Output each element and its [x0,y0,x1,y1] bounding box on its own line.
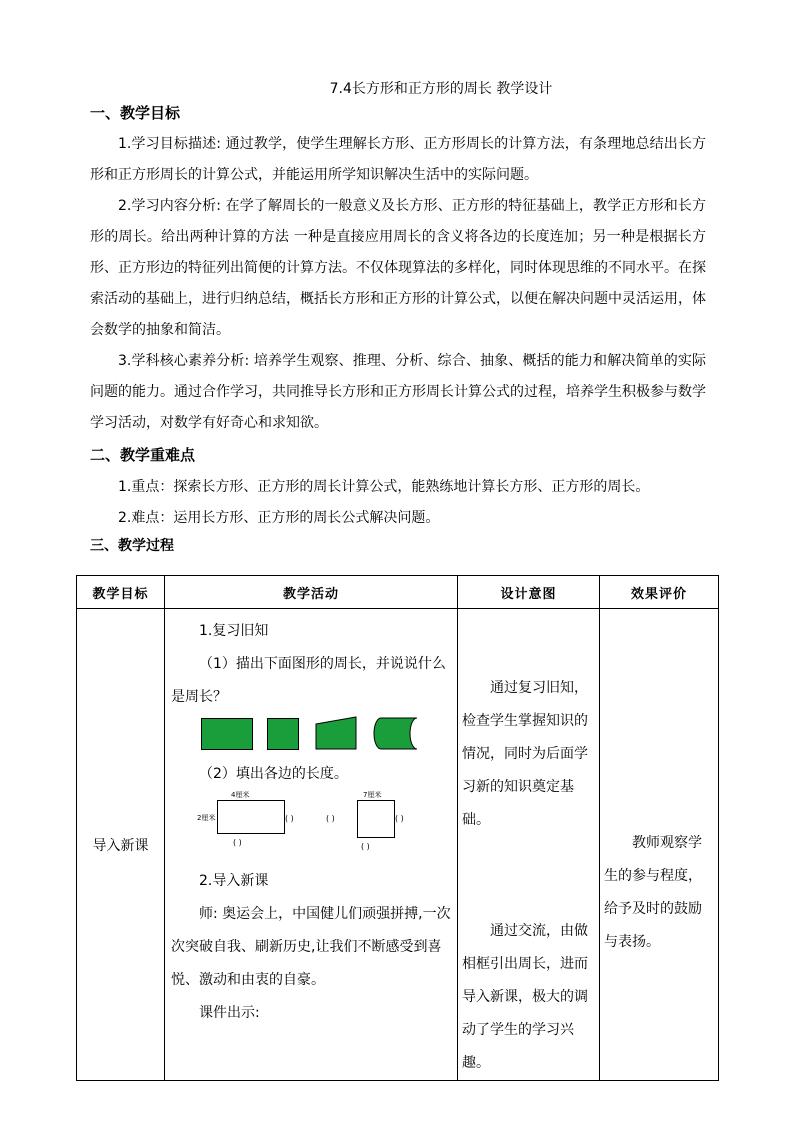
green-rectangle-icon [201,718,253,750]
header-evaluation: 效果评价 [600,576,719,609]
row-evaluation-cell [600,609,719,1081]
goal-paragraph-3: 3.学科核心素养分析: 培养学生观察、推理、分析、综合、抽象、概括的能力和解决简单的实际问题的能力。通过合作学习，共同推导长方形和正方形周长计算公式的过程，培养学生积极参与数学学习活动，对数学有好奇心和求知欲。 [90,353,706,431]
table-row [77,609,719,1081]
keypoint-paragraph-2: 2.难点：运用长方形、正方形的周长公式解决问题。 [118,510,440,526]
row-goal-cell: 导入新课 [77,609,165,1081]
goal-paragraph-2: 2.学习内容分析: 在学了解周长的一般意义及长方形、正方形的特征基础上，教学正方形和长方形的周长。给出两种计算的方法 一种是直接应用周长的含义将各边的长度连加；另一种是根据长方形、正方形边的特征列出简便的计算方法。不仅体现算法的多样化，同时体现思维的不同水平。在探索活动的基础上，进行归纳总结，概括长方形和正方形的计算公式，以便在解决问题中灵活运用，体会数学的抽象和简洁。 [90,198,706,338]
square-diagram [357,800,395,838]
blank-parenthesis: ( ) [285,814,294,823]
document-title: 7.4长方形和正方形的周长 教学设计 [329,81,553,97]
green-cylinder-icon [373,717,419,750]
lesson-process-table [76,575,719,1081]
header-activity: 教学活动 [165,576,458,609]
activity-line: （2）填出各边的长度。 [199,766,348,782]
row-activity-cell [165,609,458,1081]
section-heading-keypoints: 二、教学重难点 [90,446,196,464]
keypoint-paragraph-1: 1.重点：探索长方形、正方形的周长计算公式，能熟练地计算长方形、正方形的周长。 [118,479,650,495]
evaluation-text: 教师观察学生的参与程度，给予及时的鼓励与表扬。 [604,835,702,950]
green-square-icon [267,718,299,750]
header-goal: 教学目标 [77,576,165,609]
activity-line: 课件出示: [199,1005,260,1021]
activity-line: （1）描出下面图形的周长，并说说什么是周长？ [171,656,446,705]
blank-parenthesis: ( ) [395,814,404,823]
goal-paragraph-1: 1.学习目标描述: 通过教学，使学生理解长方形、正方形周长的计算方法，有条理地总结出长方形和正方形周长的计算公式，并能运用所学知识解决生活中的实际问题。 [90,136,706,183]
table-header-row [77,576,719,609]
rect-left-label: 2厘米 [197,814,216,822]
intent-text-1: 通过复习旧知，检查学生掌握知识的情况，同时为后面学习新的知识奠定基础。 [462,680,588,828]
blank-parenthesis: ( ) [233,838,242,847]
length-diagrams [171,791,451,865]
blank-parenthesis: ( ) [326,814,335,823]
rectangle-diagram [217,800,285,834]
activity-line: 2.导入新课 [199,873,269,889]
intent-text-2: 通过交流，由做相框引出周长，进而导入新课，极大的调动了学生的学习兴趣。 [462,923,588,1071]
blank-parenthesis: ( ) [361,842,370,851]
green-trapezoid-icon [315,716,357,750]
header-intent: 设计意图 [458,576,600,609]
rect-top-label: 4厘米 [231,791,250,799]
activity-line: 1.复习旧知 [199,623,269,639]
green-shapes-row [171,716,451,752]
activity-line: 师: 奥运会上，中国健儿们顽强拼搏,一次次突破自我、刷新历史,让我们不断感受到喜悦、激动和由衷的自豪。 [171,906,451,988]
square-top-label: 7厘米 [363,791,382,799]
row-intent-cell [458,609,600,1081]
section-heading-process: 三、教学过程 [90,538,174,554]
section-heading-goals: 一、教学目标 [90,104,181,122]
